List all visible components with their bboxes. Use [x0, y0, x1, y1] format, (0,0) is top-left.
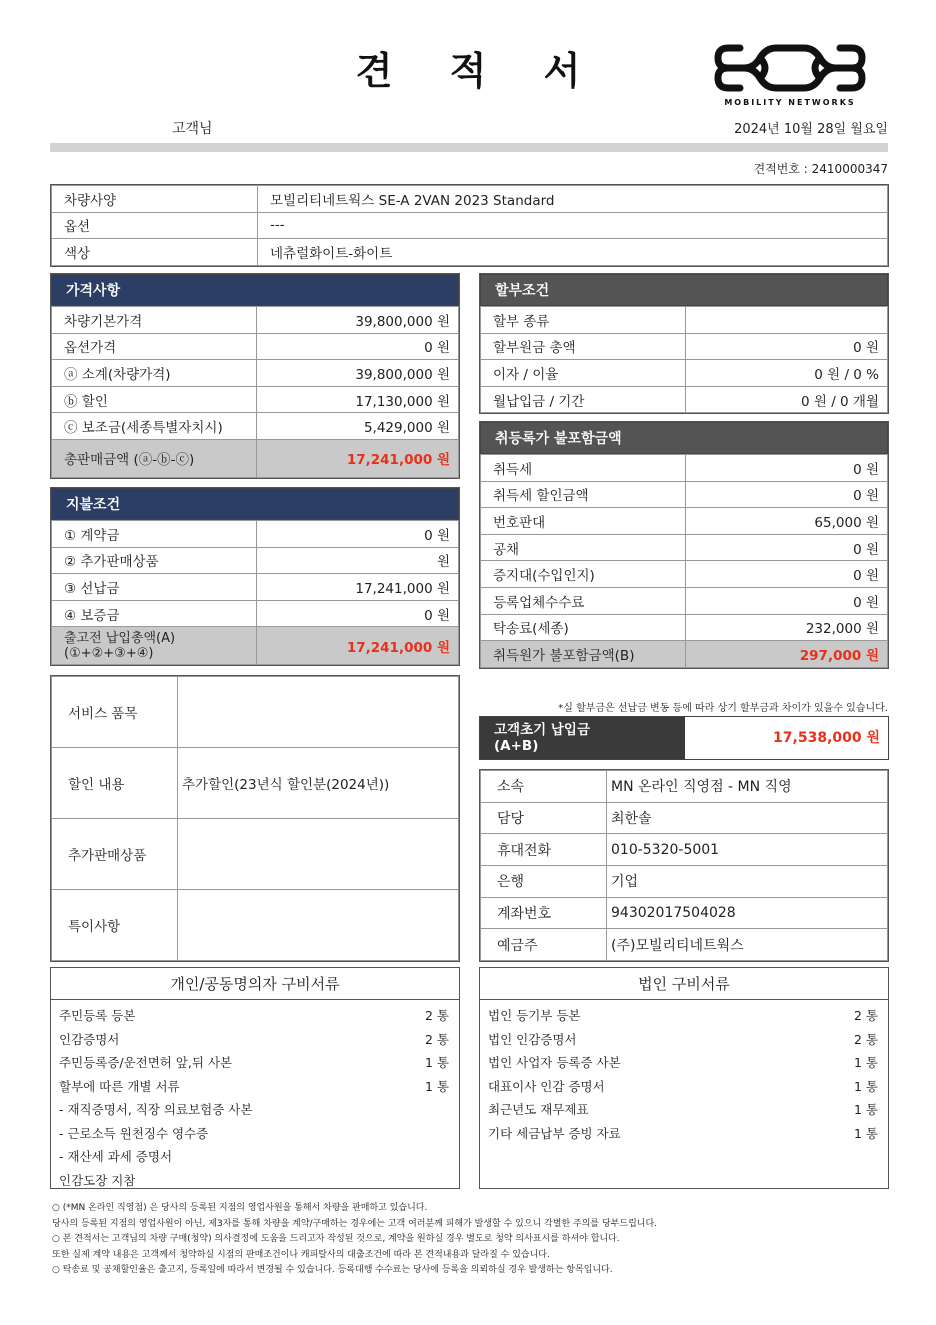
table-row [52, 547, 459, 574]
table-row [52, 748, 459, 819]
footnote-line: ○ (*MN 온라인 직영점) 은 당사의 등록된 지점의 영업사원을 통해서 차량을 판매하고 있습니다. [52, 1203, 428, 1213]
dealer-label: 담당 [481, 802, 607, 834]
initial-payment-box [479, 716, 889, 760]
list-item [480, 1051, 888, 1075]
acquisition-header: 취등록가 불포함금액 [480, 422, 888, 454]
installment-value: 0 원 [686, 333, 888, 360]
spec-value: 네츄럴화이트-화이트 [258, 239, 888, 266]
price-value: 17,130,000 원 [257, 386, 459, 413]
dealer-value: 010-5320-5001 [607, 834, 888, 866]
spec-label: 차량사양 [52, 186, 258, 213]
spec-label: 색상 [52, 239, 258, 266]
dealer-value: 최한솔 [607, 802, 888, 834]
dealer-value: MN 온라인 직영점 - MN 직영 [607, 771, 888, 803]
payment-value: 17,241,000 원 [257, 574, 459, 601]
price-total-row [52, 439, 459, 477]
list-item [51, 1004, 459, 1028]
table-row [481, 360, 888, 387]
price-label: ⓑ 할인 [52, 386, 257, 413]
acquisition-total-row [481, 641, 888, 668]
list-item [480, 1075, 888, 1099]
acquisition-label: 탁송료(세종) [481, 614, 686, 641]
corporate-documents-box [479, 967, 889, 1189]
acquisition-label: 취득세 할인금액 [481, 481, 686, 508]
payment-total-label-line2: (①+②+③+④) [64, 645, 154, 661]
acquisition-label: 번호판대 [481, 508, 686, 535]
acquisition-value: 0 원 [686, 534, 888, 561]
table-row [52, 212, 888, 239]
table-row [52, 360, 459, 387]
header-divider [50, 143, 888, 152]
list-item [51, 1122, 459, 1146]
installment-label: 할부 종류 [481, 307, 686, 334]
doc-label: - 재산세 과세 증명서 [59, 1149, 173, 1164]
installment-label: 월납입금 / 기간 [481, 386, 686, 413]
customer-name: 고객님 [172, 121, 213, 137]
service-label: 서비스 품목 [52, 677, 178, 748]
doc-label: 인감증명서 [59, 1031, 120, 1047]
corporate-documents-header: 법인 구비서류 [480, 968, 888, 1000]
footnote-line: ○ 본 견적서는 고객님의 차량 구매(청약) 의사결정에 도움을 드리고자 작성된 것으로, 계약을 원하실 경우 별도로 청약 의사표시를 하셔야 합니다. [52, 1234, 620, 1244]
service-value [178, 819, 459, 890]
table-row [52, 677, 459, 748]
doc-label: 대표이사 인감 증명서 [488, 1078, 605, 1094]
payment-total-label [52, 627, 257, 665]
spec-label: 옵션 [52, 212, 258, 239]
quote-number: 견적번호 : 2410000347 [753, 162, 888, 176]
initial-payment-label-line1: 고객초기 납입금 [494, 722, 590, 738]
acquisition-value: 65,000 원 [686, 508, 888, 535]
acquisition-value: 0 원 [686, 455, 888, 482]
payment-label: ② 추가판매상품 [52, 547, 257, 574]
logo-mark-icon [714, 40, 866, 96]
initial-payment-label [480, 717, 685, 759]
spec-value: 모빌리티네트웍스 SE-A 2VAN 2023 Standard [258, 186, 888, 213]
doc-label: 법인 인감증명서 [488, 1031, 577, 1047]
price-value: 39,800,000 원 [257, 307, 459, 334]
price-value: 39,800,000 원 [257, 360, 459, 387]
table-row [481, 508, 888, 535]
price-total-value: 17,241,000 원 [257, 439, 459, 477]
doc-label: 할부에 따른 개별 서류 [59, 1078, 180, 1094]
doc-count: 1 통 [424, 1055, 449, 1070]
list-item [480, 1098, 888, 1122]
list-item [480, 1028, 888, 1052]
acquisition-label: 취득세 [481, 455, 686, 482]
price-value: 0 원 [257, 333, 459, 360]
acquisition-value: 0 원 [686, 561, 888, 588]
service-value [178, 677, 459, 748]
table-row [481, 771, 888, 803]
table-row [52, 600, 459, 627]
doc-label: - 근로소득 원천징수 영수증 [59, 1125, 209, 1141]
table-row [52, 307, 459, 334]
list-item [480, 1004, 888, 1028]
initial-payment-label-line2: (A+B) [494, 738, 539, 754]
installment-note: *실 할부금은 선납금 변동 등에 따라 상기 할부금과 차이가 있을수 있습니다. [558, 703, 888, 714]
acquisition-label: 등록업체수수료 [481, 587, 686, 614]
payment-label: ③ 선납금 [52, 574, 257, 601]
list-item [51, 1169, 459, 1193]
installment-section [479, 273, 889, 414]
service-value: 추가할인(23년식 할인분(2024년)) [178, 748, 459, 819]
acquisition-section [479, 421, 889, 669]
table-row [481, 614, 888, 641]
doc-count: 1 통 [853, 1055, 878, 1070]
list-item [51, 1051, 459, 1075]
table-row [481, 929, 888, 961]
doc-label: 최근년도 재무제표 [488, 1102, 589, 1117]
spec-value: --- [258, 212, 888, 239]
table-row [52, 819, 459, 890]
table-row [52, 239, 888, 266]
doc-count: 2 통 [853, 1031, 878, 1047]
list-item [480, 1122, 888, 1146]
table-row [52, 186, 888, 213]
company-logo [714, 40, 866, 110]
price-section [50, 273, 460, 479]
list-item [51, 1075, 459, 1099]
acquisition-label: 공채 [481, 534, 686, 561]
personal-documents-box [50, 967, 460, 1189]
table-row [52, 386, 459, 413]
price-label: 차량기본가격 [52, 307, 257, 334]
installment-value [686, 307, 888, 334]
table-row [52, 521, 459, 548]
table-row [481, 834, 888, 866]
installment-value: 0 원 / 0 % [686, 360, 888, 387]
document-title: 견 적 서 [355, 49, 603, 93]
dealer-label: 은행 [481, 866, 607, 898]
table-row [481, 866, 888, 898]
list-item [51, 1098, 459, 1122]
payment-total-value: 17,241,000 원 [257, 627, 459, 665]
doc-count: 1 통 [853, 1078, 878, 1094]
table-row [481, 333, 888, 360]
installment-header: 할부조건 [480, 274, 888, 306]
payment-label: ④ 보증금 [52, 600, 257, 627]
footnote-line: 또한 실제 계약 내용은 고객께서 청약하실 시점의 판매조건이나 캐피탈사의 대출조건에 따라 본 견적내용과 달라질 수 있습니다. [52, 1249, 550, 1260]
installment-label: 할부원금 총액 [481, 333, 686, 360]
doc-count: 2 통 [853, 1008, 878, 1023]
doc-count: 1 통 [853, 1125, 878, 1141]
table-row [481, 587, 888, 614]
acquisition-label: 증지대(수입인지) [481, 561, 686, 588]
table-row [52, 890, 459, 961]
doc-count: 1 통 [424, 1078, 449, 1094]
dealer-label: 휴대전화 [481, 834, 607, 866]
payment-total-row [52, 627, 459, 665]
doc-label: 법인 사업자 등록증 사본 [488, 1055, 621, 1070]
dealer-value: 94302017504028 [607, 897, 888, 929]
doc-label: 주민등록 등본 [59, 1008, 136, 1023]
vehicle-spec-table [50, 184, 889, 267]
price-label: ⓐ 소계(차량가격) [52, 360, 257, 387]
payment-value: 0 원 [257, 521, 459, 548]
table-row [52, 413, 459, 440]
dealer-label: 예금주 [481, 929, 607, 961]
payment-header: 지불조건 [51, 488, 459, 520]
acquisition-value: 0 원 [686, 481, 888, 508]
price-label: 옵션가격 [52, 333, 257, 360]
footnotes [52, 1201, 912, 1279]
doc-label: - 재직증명서, 직장 의료보험증 사본 [59, 1102, 253, 1117]
service-table [50, 675, 460, 962]
dealer-value: 기업 [607, 866, 888, 898]
footnote-line: ○ 탁송료 및 공채할인율은 출고지, 등록일에 따라서 변경될 수 있습니다. 등록대행 수수료는 당사에 등록을 의뢰하실 경우 발생하는 항목입니다. [52, 1265, 613, 1275]
table-row [481, 897, 888, 929]
payment-value: 0 원 [257, 600, 459, 627]
logo-text: MOBILITY NETWORKS [724, 98, 856, 107]
doc-label: 법인 등기부 등본 [488, 1008, 581, 1023]
table-row [481, 561, 888, 588]
table-row [481, 386, 888, 413]
installment-label: 이자 / 이율 [481, 360, 686, 387]
doc-count: 2 통 [424, 1031, 449, 1047]
dealer-value: (주)모빌리티네트웍스 [607, 929, 888, 961]
price-header: 가격사항 [51, 274, 459, 306]
service-label: 추가판매상품 [52, 819, 178, 890]
service-value [178, 890, 459, 961]
service-label: 특이사항 [52, 890, 178, 961]
doc-label: 주민등록증/운전면허 앞,뒤 사본 [59, 1055, 233, 1070]
price-total-label: 총판매금액 (ⓐ-ⓑ-ⓒ) [52, 439, 257, 477]
payment-label: ① 계약금 [52, 521, 257, 548]
doc-count: 1 통 [853, 1102, 878, 1117]
doc-label: 인감도장 지참 [59, 1172, 136, 1188]
acquisition-total-label: 취득원가 불포함금액(B) [481, 641, 686, 668]
doc-label: 기타 세금납부 증빙 자료 [488, 1125, 621, 1141]
table-row [481, 307, 888, 334]
acquisition-value: 232,000 원 [686, 614, 888, 641]
acquisition-value: 0 원 [686, 587, 888, 614]
list-item [51, 1145, 459, 1169]
price-label: ⓒ 보조금(세종특별자치시) [52, 413, 257, 440]
installment-value: 0 원 / 0 개월 [686, 386, 888, 413]
payment-value: 원 [257, 547, 459, 574]
quote-date: 2024년 10월 28일 월요일 [734, 122, 888, 137]
list-item [51, 1028, 459, 1052]
acquisition-total-value: 297,000 원 [686, 641, 888, 668]
table-row [481, 802, 888, 834]
initial-payment-value: 17,538,000 원 [773, 730, 880, 746]
personal-documents-header: 개인/공동명의자 구비서류 [51, 968, 459, 1000]
table-row [481, 481, 888, 508]
doc-count: 2 통 [424, 1008, 449, 1023]
service-label: 할인 내용 [52, 748, 178, 819]
price-value: 5,429,000 원 [257, 413, 459, 440]
dealer-info-table [479, 769, 889, 962]
table-row [52, 574, 459, 601]
table-row [52, 333, 459, 360]
payment-total-label-line1: 출고전 납입총액(A) [64, 630, 176, 646]
table-row [481, 534, 888, 561]
payment-section [50, 487, 460, 666]
dealer-label: 계좌번호 [481, 897, 607, 929]
footnote-line: 당사의 등록된 지점의 영업사원이 아닌, 제3자를 통해 차량을 계약/구매하는 경우에는 고객 여러분께 피해가 발생할 수 있으니 각별한 주의를 당부드립니다. [52, 1218, 658, 1229]
table-row [481, 455, 888, 482]
dealer-label: 소속 [481, 771, 607, 803]
